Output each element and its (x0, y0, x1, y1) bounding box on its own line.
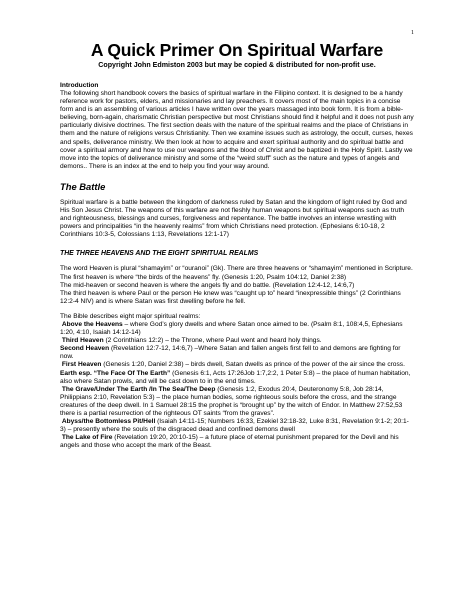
realms-intro: The Bible describes eight major spiritual realms: (60, 312, 201, 320)
realm-second-heaven (60, 345, 414, 361)
realm-grave (60, 386, 414, 418)
realm-name: Earth esp. “The Face Of The Earth” (60, 369, 171, 377)
realms-list (60, 321, 414, 451)
realm-above-heavens (60, 321, 414, 337)
heavens-heading: THE THREE HEAVENS AND THE EIGHT SPIRITUAL REALMS (60, 250, 259, 258)
realm-earth (60, 370, 414, 386)
first-heaven-line: The first heaven is where “the birds of the heavens” fly. (Genesis 1:20, Psalm 104:12, Daniel 2:38) (60, 273, 347, 281)
battle-heading: The Battle (60, 180, 106, 192)
realm-description: (Genesis 1:2, Exodus 20:4, Deuteronomy 5:8, Job 28:14, Philippians 2:10, Revelation 5:3) – the place human bodies, some righteous souls before the cross, and the strange creatures of the deep dwell. In 1 Samuel 28:15 the prophet is “brought up” by the witch of Endor. In Matthew 27:52,53 there is a partial resurrection of the righteous OT saints “from the graves”. (60, 385, 403, 417)
realm-description: (Genesis 6:1, Acts 17:26Job 1:7,2:2, 1 Peter 5:8) – the place of human habitation, also where Satan prowls, and will be cast down to in the end times. (60, 369, 411, 385)
second-heaven-line: The mid-heaven or second heaven is where the angels fly and do battle. (Revelation 12:4-12, 14:6,7) (60, 281, 355, 289)
realm-third-heaven (60, 337, 414, 345)
introduction-heading: Introduction (60, 82, 99, 89)
realm-name: Above the Heavens (61, 320, 123, 328)
realm-name: First Heaven (61, 361, 102, 369)
realm-name: Abyss/the Bottomless Pit/Hell (61, 418, 156, 426)
realm-first-heaven (60, 361, 414, 369)
realm-description: (Isaiah 14:11-15; Numbers 16:33, Ezekiel 32:18-32, Luke 8:31, Revelation 9:1-2; 20:1-3) – presently where the souls of the disgraced dead and confined demons dwell (60, 418, 409, 434)
realm-name: Second Heaven (60, 345, 110, 353)
realm-description: – where God’s glory dwells and where Satan once aimed to be. (Psalm 8:1, 108:4,5, Ephesians 1:20, 4:10, Isaiah 14:12-14) (60, 320, 403, 337)
realm-name: Third Heaven (61, 337, 104, 345)
realm-description: (2 Corinthians 12:2) – the Throne, where Paul went and heard holy things. (103, 337, 322, 345)
realm-description: (Genesis 1:20, Daniel 2:38) – birds dwell, Satan dwells as prince of the power of the air since the cross. (101, 361, 405, 369)
introduction-paragraph: The following short handbook covers the basics of spiritual warfare in the Filipino context. It is designed to be a handy reference work for pastors, elders, and missionaries and lay preachers. It covers most of the main topics in a concise form and is an assembling of various articles I have written over the years massaged into book form. It is from a bible-believing, born-again, charismatic Christian perspective but most Christians should find it helpful and it does not push any particularly divisive doctrines. The first section deals with the nature of the spiritual realms and the place of Christians in them and the nature of religions versus Christianity. Then we examine issues such as astrology, the occult, curses, hexes and spells, deliverance ministry. We then look at how to acquire and exert spiritual authority and do spiritual battle and cover a spiritual armory and how to use our weapons and the blood of Christ and be baptized in the Holy Spirit. Lastly we move into the topics of deliverance ministry and some of the “weird stuff” such as the nature and types of angels and demons.. There is an index at the end to help you find your way around. (60, 90, 414, 170)
spacer (60, 306, 414, 313)
heavens-intro: The word Heaven is plural “shamayim” or “ouranoi” (Gk). There are three heavens or “shamayim” mentioned in Scripture. (60, 265, 413, 273)
page-title: A Quick Primer On Spiritual Warfare (90, 40, 384, 60)
realm-description: (Revelation 12:7-12, 14:6,7) –Where Satan and fallen angels first fell to and demons are fighting for now. (60, 345, 401, 361)
copyright-notice: Copyright John Edmiston 2003 but may be copied & distributed for non-profit use. (98, 61, 376, 69)
realm-abyss (60, 418, 414, 434)
page-number: 1 (411, 30, 414, 36)
battle-paragraph: Spiritual warfare is a battle between the kingdom of darkness ruled by Satan and the kingdom of light ruled by God and His Son Jesus Christ. The weapons of this warfare are not fleshly human weapons but spiritual weapons such as truth and righteousness, blessings and curses, forgiveness and repentance. The battle involves an intense wrestling with powers and principalities “in the heavenly realms” from which Christians need protection. (Ephesians 6:10-18, 2 Corinthians 10:3-5, Colossians 1:13, Revelations 12:1-17) (60, 198, 407, 239)
realm-description: (Revelation 19:20, 20:10-15) – a future place of eternal punishment prepared for the Devil and his angels and those who accept the mark of the Beast. (60, 434, 399, 450)
realm-name: The Grave/Under The Earth /In The Sea/The Deep (61, 385, 216, 393)
realm-lake-of-fire (60, 434, 414, 450)
realm-name: The Lake of Fire (61, 434, 113, 442)
third-heaven-line: The third heaven is where Paul or the person He knew was “caught up to” heard “inexpressible things” (2 Corinthians 12:2-4 NIV) and is where Satan was first dwelling before he fell. (60, 289, 401, 305)
